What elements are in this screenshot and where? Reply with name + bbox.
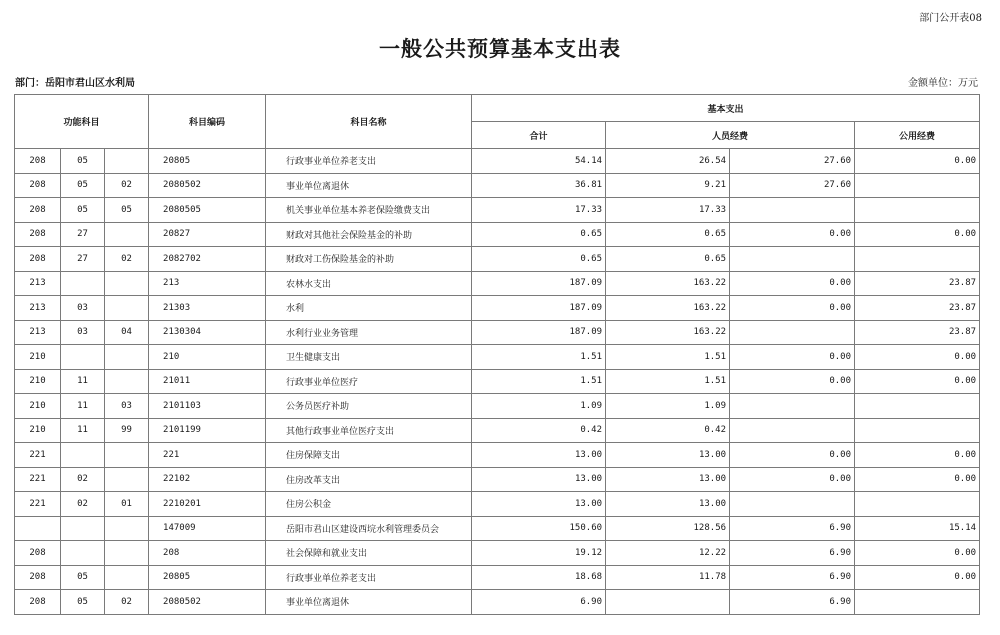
func-item-cell: 04	[105, 320, 149, 345]
func-class-cell: 213	[15, 296, 61, 321]
subject-name-cell: 行政事业单位养老支出	[266, 565, 472, 590]
func-section-cell: 03	[61, 296, 105, 321]
subject-name-cell: 事业单位离退休	[266, 590, 472, 615]
func-item-cell	[105, 467, 149, 492]
func-section-cell: 05	[61, 590, 105, 615]
subject-code-cell: 147009	[149, 516, 266, 541]
public-cell: 0.00	[855, 467, 980, 492]
subject-code-cell: 2080502	[149, 590, 266, 615]
personnel-cell: 17.33	[606, 198, 730, 223]
personnel-cell: 0.65	[606, 247, 730, 272]
total-cell: 187.09	[472, 296, 606, 321]
func-section-cell	[61, 516, 105, 541]
subject-name-cell: 卫生健康支出	[266, 345, 472, 370]
table-row	[15, 173, 980, 198]
header-total: 合计	[472, 122, 606, 149]
personnel-cell: 163.22	[606, 296, 730, 321]
func-section-cell	[61, 345, 105, 370]
total-cell: 19.12	[472, 541, 606, 566]
total-cell: 0.42	[472, 418, 606, 443]
table-row	[15, 296, 980, 321]
personnel-extra-cell: 0.00	[730, 222, 855, 247]
func-section-cell: 11	[61, 394, 105, 419]
func-section-cell: 05	[61, 198, 105, 223]
table-row	[15, 271, 980, 296]
func-item-cell	[105, 565, 149, 590]
subject-code-cell: 21303	[149, 296, 266, 321]
public-cell	[855, 492, 980, 517]
func-section-cell: 05	[61, 173, 105, 198]
table-row	[15, 443, 980, 468]
subject-code-cell: 210	[149, 345, 266, 370]
func-class-cell: 221	[15, 443, 61, 468]
total-cell: 13.00	[472, 467, 606, 492]
func-item-cell	[105, 296, 149, 321]
personnel-extra-cell	[730, 320, 855, 345]
total-cell: 6.90	[472, 590, 606, 615]
budget-table	[14, 94, 980, 615]
personnel-cell: 13.00	[606, 443, 730, 468]
func-section-cell: 11	[61, 418, 105, 443]
personnel-extra-cell	[730, 394, 855, 419]
subject-name-cell: 机关事业单位基本养老保险缴费支出	[266, 198, 472, 223]
subject-name-cell: 住房改革支出	[266, 467, 472, 492]
public-cell	[855, 418, 980, 443]
personnel-extra-cell: 0.00	[730, 296, 855, 321]
personnel-cell: 1.51	[606, 345, 730, 370]
func-class-cell: 210	[15, 418, 61, 443]
personnel-extra-cell: 0.00	[730, 467, 855, 492]
subject-name-cell: 行政事业单位医疗	[266, 369, 472, 394]
public-cell: 0.00	[855, 222, 980, 247]
personnel-extra-cell: 0.00	[730, 345, 855, 370]
func-class-cell	[15, 516, 61, 541]
func-class-cell: 210	[15, 369, 61, 394]
table-row	[15, 394, 980, 419]
public-cell: 0.00	[855, 369, 980, 394]
func-item-cell	[105, 149, 149, 174]
header-basic-expense: 基本支出	[472, 95, 980, 122]
public-cell: 0.00	[855, 565, 980, 590]
header-public: 公用经费	[855, 122, 980, 149]
func-class-cell: 213	[15, 320, 61, 345]
table-row	[15, 345, 980, 370]
subject-code-cell: 2210201	[149, 492, 266, 517]
public-cell: 0.00	[855, 149, 980, 174]
personnel-extra-cell: 6.90	[730, 541, 855, 566]
personnel-cell: 128.56	[606, 516, 730, 541]
table-row	[15, 565, 980, 590]
personnel-extra-cell: 6.90	[730, 590, 855, 615]
func-item-cell: 02	[105, 247, 149, 272]
subject-name-cell: 住房公积金	[266, 492, 472, 517]
func-class-cell: 221	[15, 492, 61, 517]
personnel-cell: 11.78	[606, 565, 730, 590]
subject-code-cell: 221	[149, 443, 266, 468]
subject-code-cell: 22102	[149, 467, 266, 492]
total-cell: 0.65	[472, 222, 606, 247]
total-cell: 1.09	[472, 394, 606, 419]
func-item-cell	[105, 345, 149, 370]
func-item-cell: 02	[105, 173, 149, 198]
func-section-cell: 02	[61, 492, 105, 517]
func-class-cell: 208	[15, 173, 61, 198]
subject-code-cell: 2101103	[149, 394, 266, 419]
func-item-cell: 03	[105, 394, 149, 419]
func-class-cell: 208	[15, 247, 61, 272]
func-class-cell: 208	[15, 565, 61, 590]
total-cell: 0.65	[472, 247, 606, 272]
total-cell: 36.81	[472, 173, 606, 198]
subject-code-cell: 21011	[149, 369, 266, 394]
public-cell: 23.87	[855, 271, 980, 296]
total-cell: 187.09	[472, 320, 606, 345]
subject-name-cell: 水利	[266, 296, 472, 321]
func-item-cell	[105, 369, 149, 394]
subject-name-cell: 公务员医疗补助	[266, 394, 472, 419]
subject-code-cell: 20805	[149, 149, 266, 174]
func-section-cell	[61, 271, 105, 296]
total-cell: 187.09	[472, 271, 606, 296]
public-cell: 23.87	[855, 296, 980, 321]
subject-code-cell: 20827	[149, 222, 266, 247]
total-cell: 1.51	[472, 369, 606, 394]
func-class-cell: 210	[15, 394, 61, 419]
total-cell: 150.60	[472, 516, 606, 541]
subject-code-cell: 20805	[149, 565, 266, 590]
personnel-extra-cell: 6.90	[730, 516, 855, 541]
department-label: 部门：岳阳市君山区水利局	[15, 78, 135, 89]
func-item-cell	[105, 443, 149, 468]
func-section-cell	[61, 443, 105, 468]
personnel-cell	[606, 590, 730, 615]
subject-code-cell: 2130304	[149, 320, 266, 345]
personnel-cell: 13.00	[606, 492, 730, 517]
table-row	[15, 418, 980, 443]
subject-code-cell: 2101199	[149, 418, 266, 443]
subject-name-cell: 事业单位离退休	[266, 173, 472, 198]
personnel-extra-cell	[730, 418, 855, 443]
func-class-cell: 208	[15, 149, 61, 174]
header-subject-name: 科目名称	[266, 95, 472, 149]
table-row	[15, 222, 980, 247]
func-item-cell: 05	[105, 198, 149, 223]
personnel-cell: 13.00	[606, 467, 730, 492]
func-item-cell	[105, 541, 149, 566]
header-personnel: 人员经费	[606, 122, 855, 149]
public-cell: 0.00	[855, 541, 980, 566]
personnel-extra-cell: 0.00	[730, 271, 855, 296]
func-item-cell: 99	[105, 418, 149, 443]
total-cell: 17.33	[472, 198, 606, 223]
header-func-subject: 功能科目	[15, 95, 149, 149]
func-section-cell: 05	[61, 565, 105, 590]
personnel-extra-cell	[730, 492, 855, 517]
func-class-cell: 208	[15, 198, 61, 223]
total-cell: 18.68	[472, 565, 606, 590]
subject-name-cell: 行政事业单位养老支出	[266, 149, 472, 174]
personnel-cell: 163.22	[606, 271, 730, 296]
public-cell	[855, 198, 980, 223]
func-class-cell: 210	[15, 345, 61, 370]
total-cell: 13.00	[472, 492, 606, 517]
public-cell: 0.00	[855, 443, 980, 468]
public-cell	[855, 590, 980, 615]
personnel-extra-cell: 27.60	[730, 173, 855, 198]
personnel-cell: 9.21	[606, 173, 730, 198]
table-row	[15, 247, 980, 272]
public-cell: 15.14	[855, 516, 980, 541]
personnel-cell: 0.65	[606, 222, 730, 247]
subject-name-cell: 社会保障和就业支出	[266, 541, 472, 566]
personnel-extra-cell: 27.60	[730, 149, 855, 174]
func-class-cell: 208	[15, 590, 61, 615]
func-item-cell	[105, 222, 149, 247]
personnel-cell: 1.09	[606, 394, 730, 419]
func-class-cell: 208	[15, 541, 61, 566]
personnel-extra-cell	[730, 247, 855, 272]
table-row	[15, 516, 980, 541]
func-section-cell: 27	[61, 247, 105, 272]
table-row	[15, 369, 980, 394]
public-cell: 0.00	[855, 345, 980, 370]
func-item-cell: 01	[105, 492, 149, 517]
total-cell: 1.51	[472, 345, 606, 370]
func-section-cell: 02	[61, 467, 105, 492]
func-class-cell: 213	[15, 271, 61, 296]
subject-code-cell: 2080505	[149, 198, 266, 223]
table-row	[15, 590, 980, 615]
subject-name-cell: 水利行业业务管理	[266, 320, 472, 345]
total-cell: 13.00	[472, 443, 606, 468]
personnel-cell: 163.22	[606, 320, 730, 345]
subject-name-cell: 财政对工伤保险基金的补助	[266, 247, 472, 272]
func-section-cell: 27	[61, 222, 105, 247]
unit-label: 金额单位：万元	[908, 78, 978, 89]
func-section-cell: 11	[61, 369, 105, 394]
subject-code-cell: 213	[149, 271, 266, 296]
func-section-cell	[61, 541, 105, 566]
header-subject-code: 科目编码	[149, 95, 266, 149]
func-item-cell	[105, 516, 149, 541]
form-code: 部门公开表08	[919, 13, 982, 24]
subject-code-cell: 2080502	[149, 173, 266, 198]
public-cell	[855, 247, 980, 272]
subject-name-cell: 财政对其他社会保险基金的补助	[266, 222, 472, 247]
personnel-cell: 1.51	[606, 369, 730, 394]
table-row	[15, 541, 980, 566]
public-cell: 23.87	[855, 320, 980, 345]
table-row	[15, 467, 980, 492]
total-cell: 54.14	[472, 149, 606, 174]
table-row	[15, 149, 980, 174]
table-row	[15, 198, 980, 223]
func-class-cell: 208	[15, 222, 61, 247]
func-item-cell	[105, 271, 149, 296]
subject-name-cell: 岳阳市君山区建设西垸水利管理委员会	[266, 516, 472, 541]
func-item-cell: 02	[105, 590, 149, 615]
subject-name-cell: 农林水支出	[266, 271, 472, 296]
personnel-extra-cell: 0.00	[730, 369, 855, 394]
func-class-cell: 221	[15, 467, 61, 492]
table-row	[15, 320, 980, 345]
public-cell	[855, 173, 980, 198]
personnel-extra-cell: 6.90	[730, 565, 855, 590]
page-title: 一般公共预算基本支出表	[379, 36, 621, 61]
personnel-cell: 12.22	[606, 541, 730, 566]
public-cell	[855, 394, 980, 419]
personnel-extra-cell: 0.00	[730, 443, 855, 468]
subject-code-cell: 2082702	[149, 247, 266, 272]
personnel-extra-cell	[730, 198, 855, 223]
table-row	[15, 492, 980, 517]
func-section-cell: 05	[61, 149, 105, 174]
subject-code-cell: 208	[149, 541, 266, 566]
subject-name-cell: 其他行政事业单位医疗支出	[266, 418, 472, 443]
personnel-cell: 26.54	[606, 149, 730, 174]
personnel-cell: 0.42	[606, 418, 730, 443]
func-section-cell: 03	[61, 320, 105, 345]
subject-name-cell: 住房保障支出	[266, 443, 472, 468]
